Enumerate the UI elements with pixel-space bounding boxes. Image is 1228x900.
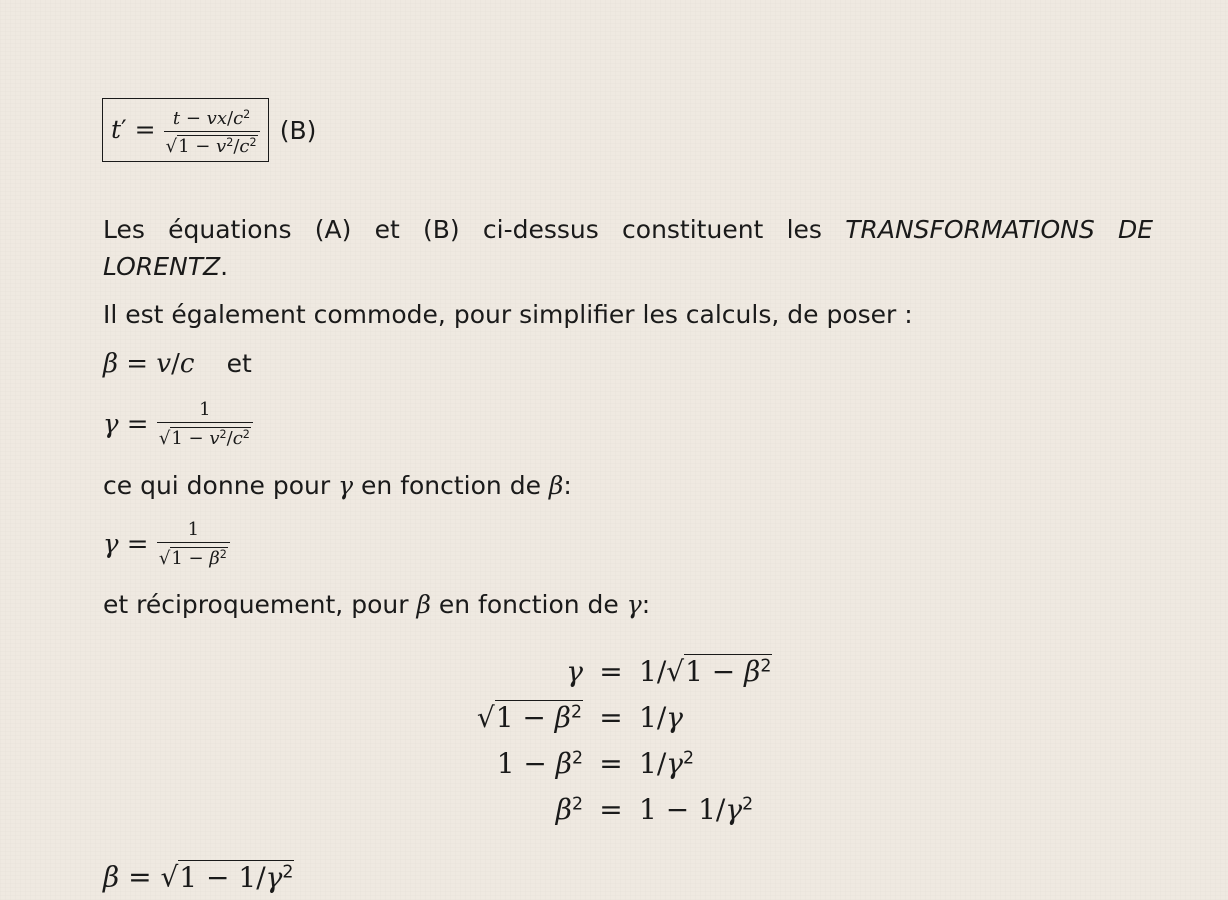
equation-b [102,98,316,164]
paragraph-lorentz-emphasis-2: LORENTZ [103,252,221,281]
derivation-row-2: $√1 - \beta^2$ = 1/γ [476,700,683,734]
derivation-row-1: γ = $1/√1 - \beta^2$ [566,654,772,688]
beta-of-gamma-intro-text: et réciproquement, pour [103,590,409,619]
beta-definition-connector: et [226,349,252,378]
paragraph-lorentz-end: . [220,252,229,281]
derivation-row-3: $1 - \beta^2$ = $1/\gamma^2$ [496,746,695,780]
equation-b-label: (B) [279,115,317,145]
paragraph-lorentz-line1 [103,212,1153,247]
equation-b-box: t′ = $\frac{t - vx/c^2}{√1 - v^2/c^2}$ [102,98,269,162]
gamma-definition: γ = $\frac{1}{√1 - v^2/c^2}$ [103,394,253,454]
beta-of-gamma-intro: et réciproquement, pour β en fonction de γ: [103,590,651,619]
paragraph-lorentz-emphasis: TRANSFORMATIONS DE [845,215,1153,244]
paragraph-lorentz-line2 [103,249,228,284]
gamma-of-beta-intro-colon: : [563,471,572,500]
gamma-of-beta-intro-text-2: en fonction de [361,471,541,500]
derivation-row-4: $\beta^2$ = $1 - 1/\gamma^2$ [555,792,754,826]
beta-of-gamma: $\beta = √1 - 1/\gamma^2$ [103,860,294,894]
derivation-aligned [440,648,840,832]
beta-of-gamma-intro-text-2: en fonction de [438,590,619,619]
gamma-of-beta-intro-text: ce qui donne pour [103,471,331,500]
beta-definition: β = v/c et [103,349,252,379]
gamma-of-beta: γ = $\frac{1}{√1 - \beta^2}$ [103,514,230,574]
beta-of-gamma-intro-colon: : [641,590,651,619]
gamma-of-beta-intro: ce qui donne pour γ en fonction de β: [103,471,572,500]
paragraph-simplify: Il est également commode, pour simplifier les calculs, de poser : [103,300,913,329]
paragraph-lorentz-text: Les équations (A) et (B) ci-dessus constituent les [103,215,822,244]
